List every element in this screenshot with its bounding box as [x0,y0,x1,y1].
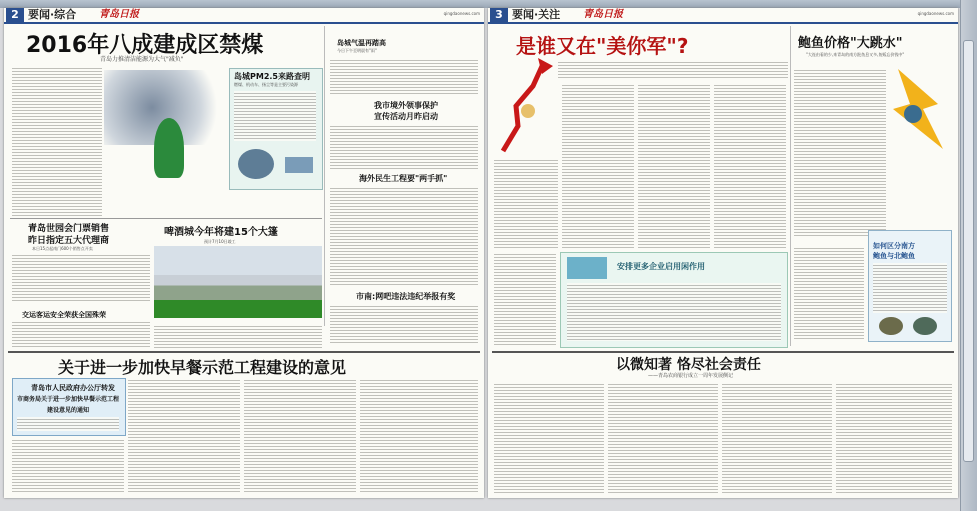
scrollbar-thumb[interactable] [963,40,974,462]
beer-city-text [154,324,322,348]
notice-title-3: 建设意见的通知 [47,407,90,414]
section-name: 要闻·关注 [512,8,561,21]
weather-text [330,58,478,96]
bank-sub: ——青岛农商银行成立一周年发展侧记 [648,373,734,379]
column-divider [324,26,325,326]
abalone-text-col-1 [794,68,886,238]
pm-box-sub: 燃煤、机动车、扬尘等是主要污染源 [234,82,298,87]
army-text-col-4 [714,83,786,248]
notice-title: 青岛市人民政府办公厅转发 [31,384,115,392]
sidebar-title-2: 鲍鱼与北鲍鱼 [873,252,915,260]
beer-city-title: 啤酒城今年将建15个大篷 [164,227,278,238]
pm-logo-graphic [238,149,274,179]
tent-construction-photo [154,246,322,318]
page-number: 3 [490,8,508,22]
abalone-photo-1 [879,317,903,335]
header-meta: qingdaonews.com [917,11,954,16]
army-text-col-1b [494,252,556,346]
pm-info-box [229,68,323,190]
bank-text-col-1 [494,382,604,494]
price-drop-graphic [888,64,948,154]
figure-illustration [154,118,184,178]
abalone-sub: "大连由看的少,来青岛的南方批鱼息又多,鱼贩忘价钱中" [806,52,905,57]
sidebar-text [873,263,947,313]
notice-text [17,417,119,431]
page-header [488,8,958,24]
notice-title-2: 市商务局关于进一步加快早餐示范工程 [17,396,120,403]
vertical-scrollbar[interactable] [960,0,977,511]
page-header [4,8,484,24]
main-headline: 2016年八成建成区禁煤 [26,33,264,58]
bus-safety-text [12,320,150,348]
army-text-col-2 [562,83,634,248]
viewer-top-bar [0,0,977,8]
internet-cafe-text [330,304,478,344]
expo-title-2: 昨日指定五大代理商 [28,236,110,246]
army-intro-text [558,60,788,78]
insurance-feature-box [560,252,788,348]
abalone-photo-2 [913,317,937,335]
column-divider [790,26,791,346]
masthead-logo: 青岛日报 [99,9,139,20]
newspaper-page-2 [4,8,484,498]
abalone-text-col-2 [794,246,864,341]
beer-city-sub: 预计7月10日竣工 [204,239,236,244]
expo-text [12,253,150,303]
weather-sub: 今日下午至明晨有"雨" [337,48,377,53]
rising-arrow-graphic [498,56,558,156]
newspaper-page-3 [488,8,958,498]
army-headline: 是谁又在"美你军"? [516,34,689,58]
expo-title: 青岛世园会门票销售 [28,224,110,234]
consular-title: 我市境外领事保护 [374,101,438,110]
breakfast-headline: 关于进一步加快早餐示范工程建设的意见 [58,358,347,377]
section-name: 要闻·综合 [28,8,77,21]
consular-text [330,124,478,169]
weather-title: 岛城气温再踏高 [337,39,386,47]
car-graphic [285,157,313,173]
consular-title-2: 宣传活动月昨启动 [374,112,438,121]
overseas-title: 海外民生工程要"两手抓" [359,174,448,183]
breakfast-text-col-1 [12,438,124,493]
pm-box-text [234,91,316,141]
bank-text-col-3 [722,382,832,494]
main-headline-sub: 青岛力推清洁能源为大气"减负" [100,56,184,63]
section-divider [10,218,322,219]
notice-box [12,378,126,436]
insurance-text [567,283,781,341]
expo-sub: 本日15点起南门600个销售点开卖 [32,246,93,251]
breakfast-text-col-4 [360,378,478,493]
abalone-headline: 鲍鱼价格"大跳水" [798,36,903,51]
insurance-title: 安排更多企业启用闲作用 [617,262,705,271]
bottom-section-rule [492,351,954,353]
bus-safety-title: 交运客运安全荣获全国殊荣 [22,311,106,319]
sidebar-title: 如何区分南方 [873,242,915,250]
breakfast-text-col-2 [128,378,240,493]
breakfast-text-col-3 [244,378,356,493]
overseas-text [330,186,478,286]
masthead-logo: 青岛日报 [583,9,623,20]
bank-text-col-2 [608,382,718,494]
internet-cafe-title: 市南:网吧违法违纪举报有奖 [356,292,456,301]
bank-text-col-4 [836,382,952,494]
abalone-sidebar-box [868,230,952,342]
army-text-col-1 [494,158,558,248]
page-number: 2 [6,8,24,22]
army-text-col-3 [638,83,710,248]
bank-headline: 以微知著 恪尽社会责任 [616,357,761,373]
pm-box-title: 岛城PM2.5来路查明 [234,72,310,81]
header-meta: qingdaonews.com [443,11,480,16]
bottom-section-rule [8,351,480,353]
article-text [12,66,102,216]
insurance-photo [567,257,607,279]
